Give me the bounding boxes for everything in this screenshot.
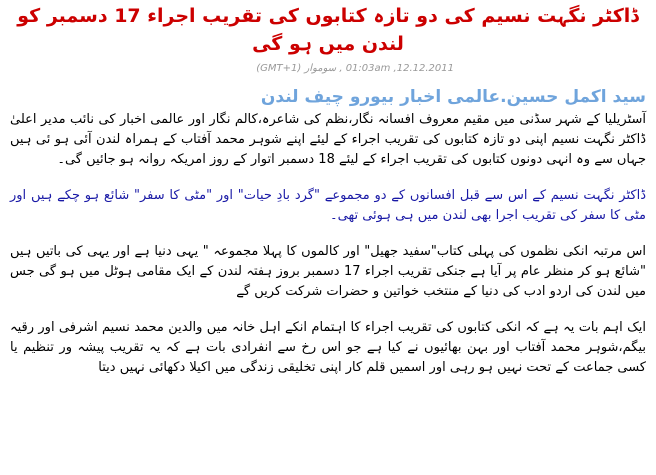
article-headline: ڈاکٹر نگہت نسیم کی دو تازہ کتابوں کی تقریب اجراء 17 دسمبر کو لندن میں ہو گی [17,5,639,55]
paragraph-new-books: اس مرتبہ انکی نظموں کی پہلی کتاب"سفید جھیل" اور کالموں کا پہلا مجموعہ " یہی دنیا ہے اور یہی کی باتیں ہیں "شائع ہو کر منظر عام پر آیا ہے جنکی تقریب اجراء 17 دسمبر بروز ہفتہ لندن کے ایک مقامی ہوٹل میں ہو گی جس میں لندن کی اردو ادب کی دنیا کے منتخب خواتین و حضرات شرکت کریں گے [10,244,647,299]
paragraph-previous-books: ڈاکٹر نگہت نسیم کے اس سے قبل افسانوں کے دو مجموعے "گرد بادِ حیات" اور "مٹی کا سفر" شائع ہو چکے ہیں اور مٹی کا سفر کی تقریب اجرا بھی لندن میں ہی ہوئی تھی۔ [10,188,646,223]
paragraph-intro: آسٹریلیا کے شہر سڈنی میں مقیم معروف افسانہ نگار،نظم کی شاعرہ،کالم نگار اور عالمی اخبار کی نائب مدیر اعلیٰ ڈاکٹر نگہت نسیم اپنی دو تازہ کتابوں کی تقریب اجراء کے لیئے اپنے شوہر محمد آفتاب کے ہمراہ لندن آئی ہو ئی ہیں جہاں سے وہ انہی دونوں کتابوں کی تقریب اجراء کے لیئے 18 دسمبر اتوار کے روز امریکہ روانہ ہو جائیں گی۔ [10,112,646,167]
paragraph-family-event: ایک اہم بات یہ ہے کہ انکی کتابوں کی تقریب اجراء کا اہتمام انکے اہل خانہ میں والدین محمد نسیم اشرفی اور رقیہ بیگم،شوہر محمد آفتاب اور بہن بھائیوں نے کیا ہے جو اس رخ سے انفرادی بات ہے کہ یہ تقریب پیشہ ور تنظیم یا کسی جماعت کے تحت نہیں ہو رہی اور اسمیں قلم کار اپنی تخلیقی زندگی میں اکیلا دکھائی نہیں دیتا [10,320,646,375]
article-byline: سید اکمل حسین.عالمی اخبار بیورو چیف لندن [260,87,646,107]
article-meta: 12.12.2011, 01:03am , سوموار (GMT+1) [256,63,454,74]
